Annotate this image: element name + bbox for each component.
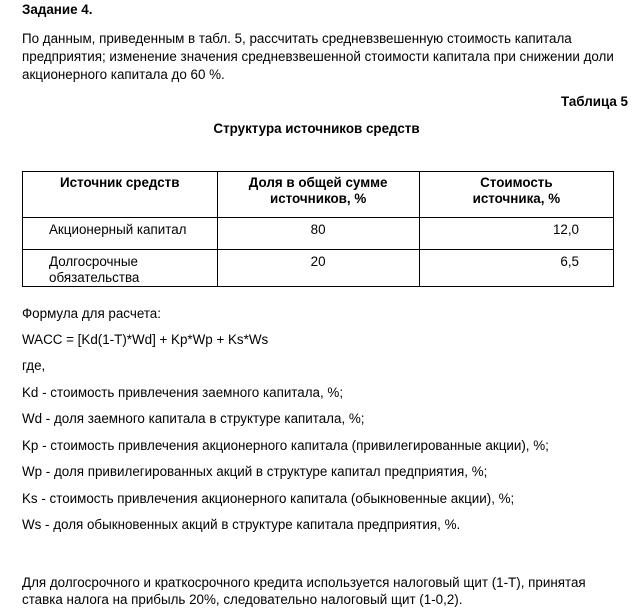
row-share-cell: 20 xyxy=(217,250,419,287)
definition-ws: Ws - доля обыкновенных акций в структуре капитала предприятия, %. xyxy=(22,517,461,532)
row-cost-cell: 12,0 xyxy=(419,218,613,250)
note-line-1: Для долгосрочного и краткосрочного кредита используется налоговый щит (1-Т), принятая xyxy=(22,575,586,590)
header-share-line-1: Доля в общей сумме xyxy=(248,175,388,190)
header-cost-line-2: источника, % xyxy=(472,191,561,206)
row-share-cell: 80 xyxy=(217,218,419,250)
definition-kp: Kp - стоимость привлечения акционерного капитала (привилегированные акции), %; xyxy=(22,438,549,453)
header-cost xyxy=(419,172,613,218)
task-text-line-2: предприятия; изменение значения средневзвешенной стоимости капитала при снижении доли xyxy=(22,49,614,64)
table-row xyxy=(23,250,614,287)
task-title: Задание 4. xyxy=(22,2,93,17)
table-header-row xyxy=(23,172,614,218)
definition-wp: Wp - доля привилегированных акций в структуре капитал предприятия, %; xyxy=(22,464,488,479)
formula-where: где, xyxy=(22,358,46,373)
header-source xyxy=(23,172,218,218)
task-text-line-3: акционерного капитала до 60 %. xyxy=(22,67,225,82)
header-cost-line-1: Стоимость xyxy=(480,175,553,190)
definition-kd: Kd - стоимость привлечения заемного капитала, %; xyxy=(22,385,344,400)
sources-table xyxy=(22,171,614,287)
formula-expression: WACC = [Kd(1-T)*Wd] + Kp*Wp + Ks*Ws xyxy=(22,332,269,347)
task-text-line-1: По данным, приведенным в табл. 5, рассчитать средневзвешенную стоимость капитала xyxy=(22,31,572,46)
table-row xyxy=(23,218,614,250)
table-caption: Структура источников средств xyxy=(213,121,420,136)
row-source-cell: Акционерный капитал xyxy=(23,218,218,250)
header-share-line-2: источников, % xyxy=(269,191,367,206)
definition-ks: Ks - стоимость привлечения акционерного капитала (обыкновенные акции), %; xyxy=(22,491,515,506)
row-source-cell: Долгосрочные обязательства xyxy=(23,250,218,287)
table-number-label: Таблица 5 xyxy=(561,94,628,109)
header-share xyxy=(217,172,419,218)
note-line-2: ставка налога на прибыль 20%, следовательно налоговый щит (1-0,2). xyxy=(22,592,463,607)
formula-intro: Формула для расчета: xyxy=(22,306,161,321)
definition-wd: Wd - доля заемного капитала в структуре капитала, %; xyxy=(22,411,365,426)
row-cost-cell: 6,5 xyxy=(419,250,613,287)
header-source-label: Источник средств xyxy=(60,175,180,190)
